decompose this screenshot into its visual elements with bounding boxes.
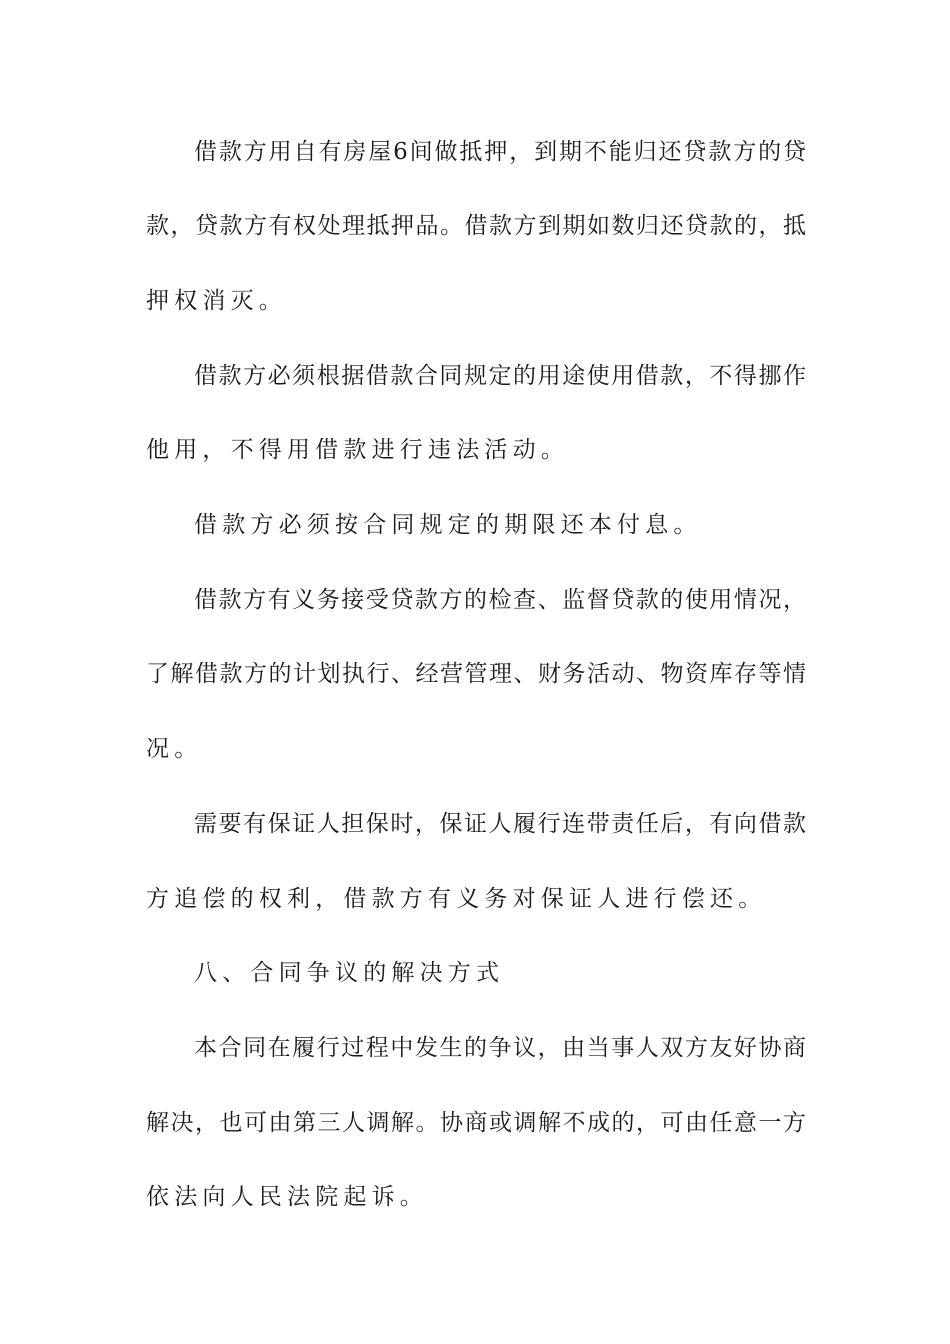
paragraph-line: 解决，也可由第三人调解。协商或调解不成的，可由任意一方: [146, 1110, 806, 1136]
paragraph-line: 本合同在履行过程中发生的争议，由当事人双方友好协商: [194, 1035, 806, 1061]
paragraph-line: 况。: [146, 736, 203, 762]
paragraph-line: 依法向人民法院起诉。: [146, 1184, 428, 1210]
paragraph-line: 他用，不得用借款进行违法活动。: [146, 437, 569, 463]
paragraph-line: 借款方用自有房屋6间做抵押，到期不能归还贷款方的贷: [194, 139, 806, 165]
paragraph-line: 借款方有义务接受贷款方的检查、监督贷款的使用情况，: [194, 587, 806, 613]
paragraph-line: 借款方必须按合同规定的期限还本付息。: [194, 512, 702, 538]
paragraph-line: 押权消灭。: [146, 288, 287, 314]
section-heading: 八、合同争议的解决方式: [194, 960, 505, 986]
paragraph-line: 借款方必须根据借款合同规定的用途使用借款，不得挪作: [194, 363, 806, 389]
paragraph-line: 方追偿的权利，借款方有义务对保证人进行偿还。: [146, 886, 767, 912]
paragraph-line: 款，贷款方有权处理抵押品。借款方到期如数归还贷款的，抵: [146, 213, 806, 239]
paragraph-line: 需要有保证人担保时，保证人履行连带责任后，有向借款: [194, 811, 806, 837]
paragraph-line: 了解借款方的计划执行、经营管理、财务活动、物资库存等情: [146, 661, 806, 687]
